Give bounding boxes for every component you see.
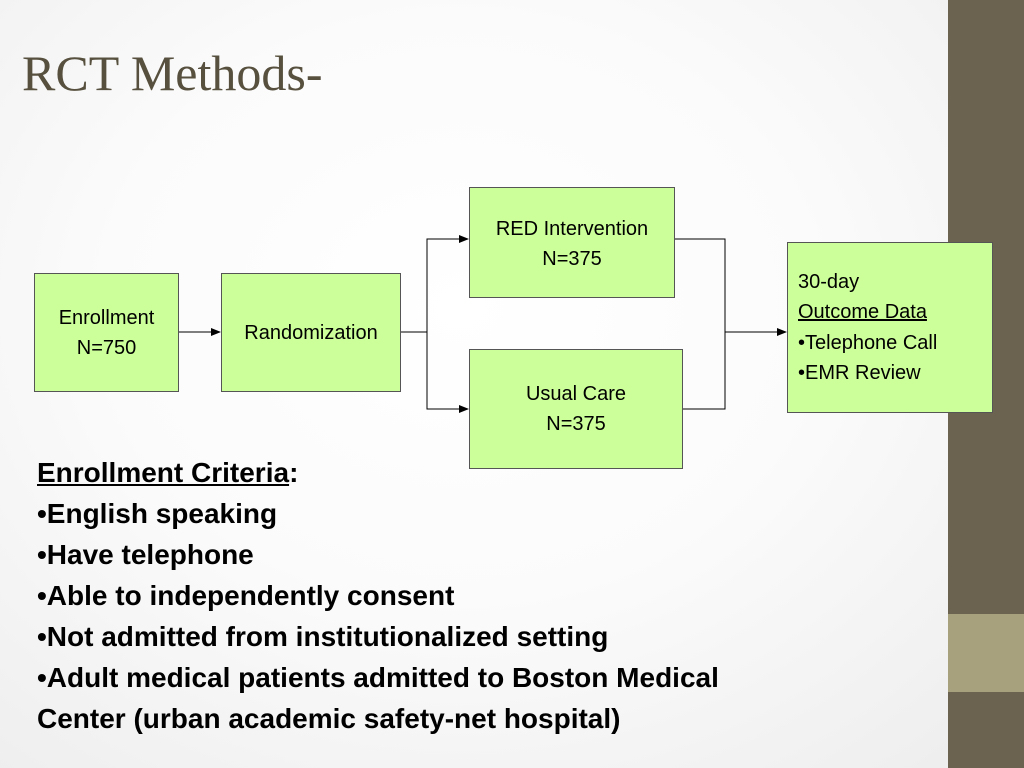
outcome-timeframe: 30-day bbox=[798, 271, 860, 293]
criteria-heading-line bbox=[37, 452, 937, 493]
red-intervention-label: RED Intervention bbox=[495, 218, 649, 240]
criteria-item-consent: •Able to independently consent bbox=[37, 580, 455, 611]
criteria-item-telephone: •Have telephone bbox=[37, 539, 254, 570]
enrollment-criteria bbox=[37, 452, 937, 739]
outcome-bullet-emr: •EMR Review bbox=[798, 362, 921, 385]
criteria-item-adult-patients: •Adult medical patients admitted to Boston Medical bbox=[37, 662, 719, 693]
slide-title: RCT Methods- bbox=[22, 45, 323, 101]
criteria-item-adult-patients-cont: Center (urban academic safety-net hospital) bbox=[37, 703, 621, 734]
randomization-box bbox=[221, 273, 401, 392]
enrollment-count: N=750 bbox=[76, 336, 137, 359]
outcome-bullet-telephone: •Telephone Call bbox=[798, 331, 938, 354]
red-intervention-box bbox=[469, 187, 675, 298]
arrow-to-red-intervention bbox=[427, 239, 468, 332]
criteria-heading: Enrollment Criteria bbox=[37, 457, 290, 488]
connector-red-to-merge bbox=[675, 239, 725, 332]
criteria-item-english: •English speaking bbox=[37, 498, 278, 529]
enrollment-box bbox=[34, 273, 179, 392]
enrollment-label: Enrollment bbox=[58, 306, 155, 329]
red-intervention-count: N=375 bbox=[542, 248, 602, 270]
arrow-to-usual-care bbox=[427, 332, 468, 409]
outcome-data-box bbox=[787, 242, 993, 413]
criteria-item-not-institutionalized: •Not admitted from institutionalized setting bbox=[37, 621, 609, 652]
usual-care-label: Usual Care bbox=[525, 383, 627, 405]
criteria-heading-colon: : bbox=[289, 457, 299, 488]
outcome-heading: Outcome Data bbox=[798, 301, 927, 324]
connector-usual-to-merge bbox=[683, 332, 725, 409]
randomization-label: Randomization bbox=[244, 322, 378, 344]
usual-care-count: N=375 bbox=[546, 413, 606, 435]
usual-care-box bbox=[469, 349, 683, 469]
